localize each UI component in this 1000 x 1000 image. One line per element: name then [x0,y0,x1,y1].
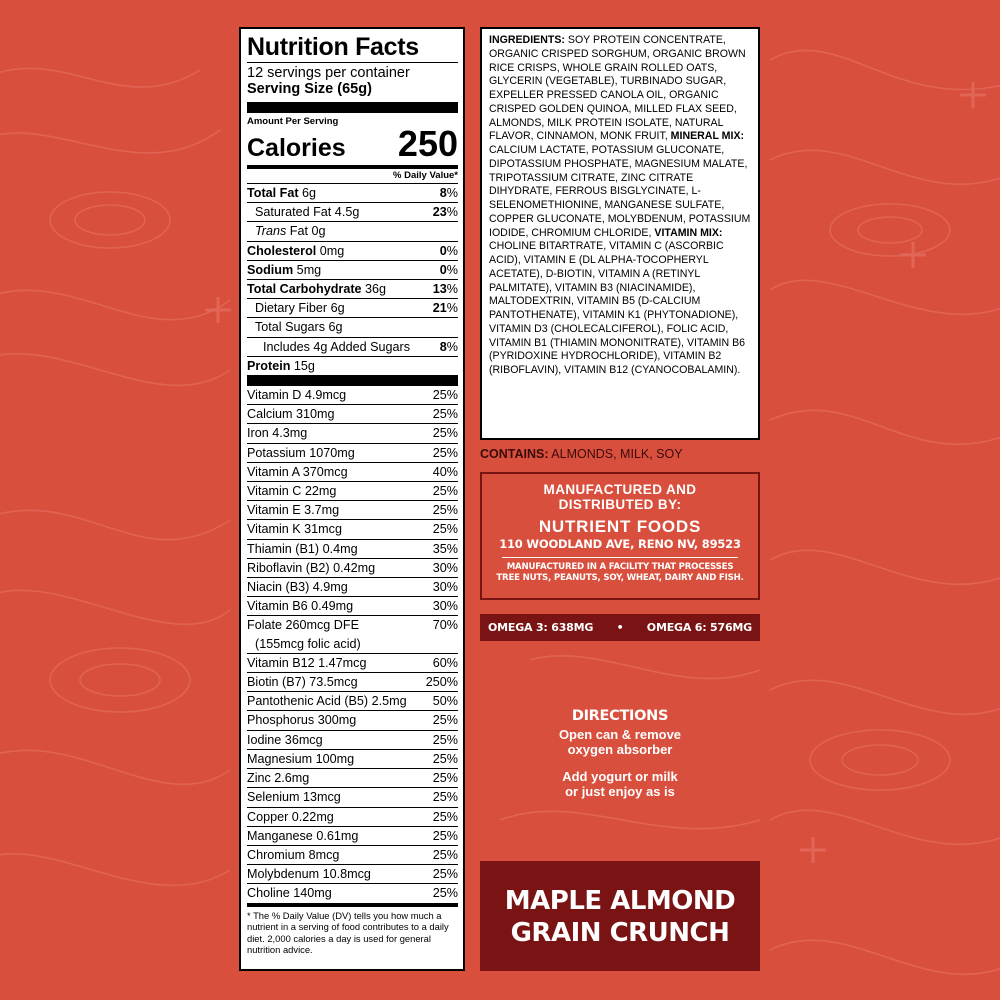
product-title-box [480,861,760,971]
allergen-statement [480,446,683,462]
vitamin-name-wrap [247,884,332,902]
nutrient-row [247,356,458,375]
nutrient-row [247,202,458,221]
nutrient-amount: 0mg [316,243,345,258]
daily-value-footnote: * The % Daily Value (DV) tells you how much a nutrient in a serving of food contributes to a daily diet. 2,000 calories a day is used for general nutrition advice. [247,909,449,956]
vitamin-name-wrap [247,692,407,710]
omega-bar [480,614,760,641]
nutrient-dv-value: 21 [432,301,447,316]
nutrient-label: Sodium [247,262,294,277]
vitamin-name-wrap [247,654,366,672]
vitamin-name: Vitamin B6 0.49mg [247,599,354,614]
vitamin-dv: 25% [432,407,458,422]
vitamin-row [247,807,458,826]
vitamin-dv: 25% [432,751,458,766]
vitamin-row [247,615,458,652]
vitamin-name: Selenium 13mcg [247,790,341,805]
vitamin-name: Niacin (B3) 4.9mg [247,580,348,595]
vitamin-name: Folate 260mcg DFE [247,618,359,633]
nutrient-label: Protein [247,358,291,373]
vitamin-name-wrap [247,540,358,558]
nutrient-name [247,203,359,221]
vitamin-dv: 25% [432,503,458,518]
vitamin-row [247,596,458,615]
nutrient-row [247,241,458,260]
vitamin-name: Vitamin E 3.7mg [247,503,340,518]
nutrient-label: Fat [286,224,308,239]
nutrient-label: Total Fat [247,186,299,200]
vitamin-row [247,577,458,596]
direction-step-1-line-2: oxygen absorber [567,742,673,757]
manufacturer-box [480,472,760,600]
vitamin-row [247,500,458,519]
vitamin-row [247,768,458,787]
vitamin-row [247,404,458,423]
vitamin-row [247,481,458,500]
nutrient-row [247,260,458,279]
vitamin-row [247,787,458,806]
vitamin-row [247,539,458,558]
vitamin-dv: 40% [432,464,458,479]
nutrient-name [247,280,386,298]
vitamin-name-wrap [247,578,348,596]
vitamin-row [247,691,458,710]
vitamin-dv: 25% [432,732,458,747]
vitamin-row [247,519,458,538]
nutrition-facts-title: Nutrition Facts [247,33,419,61]
vitamin-name-wrap [247,424,307,442]
vitamin-dv: 30% [432,599,458,614]
vitamin-dv: 30% [432,560,458,575]
vitamin-name: Zinc 2.6mg [247,771,310,786]
vitamin-row [247,462,458,481]
vitamin-name: Phosphorus 300mg [247,713,357,728]
vitamin-mix-text: CHOLINE BITARTRATE, VITAMIN C (ASCORBIC ACID), VITAMIN E (DL ALPHA-TOCOPHERYL ACETATE), D-BIOTIN, VITAMIN A (RETINYL PALMITATE), VITAMIN B3 (NIACINAMIDE), MALTODEXTRIN, VITAMIN B5 (D-CALCIUM PANTOTHENATE), VITAMIN K1 (PHYTONADIONE), VITAMIN D3 (CHOLECALCIFEROL), FOLIC ACID, VITAMIN B1 (THIAMIN MONONITRATE), VITAMIN B6 (PYRIDOXINE HYDROCHLORIDE), VITAMIN B2 (RIBOFLAVIN), VITAMIN B12 (CYANOCOBALAMIN). [489,240,746,376]
servings-per-container: 12 servings per container [247,65,410,81]
facility-note-2: TREE NUTS, PEANUTS, SOY, WHEAT, DAIRY AND FISH. [496,573,744,583]
nutrient-dv-value: 13 [432,282,447,297]
vitamin-name-wrap [247,597,353,615]
vitamin-dv: 25% [432,426,458,441]
vitamin-list [247,386,458,902]
vitamin-dv: 30% [432,580,458,595]
vitamin-name-wrap [247,846,339,864]
nutrition-facts-panel [239,27,465,971]
vitamin-name: Pantothenic Acid (B5) 2.5mg [247,694,407,709]
vitamin-dv: 25% [432,809,458,824]
vitamin-name: Molybdenum 10.8mcg [247,867,371,882]
vitamin-name-wrap [247,711,356,729]
vitamin-name-wrap [247,769,309,787]
nutrient-row [247,337,458,356]
vitamin-name-wrap [247,827,358,845]
nutrient-dv: 23% [432,205,458,220]
vitamin-dv: 25% [432,828,458,843]
vitamin-name: Vitamin D 4.9mcg [247,388,347,403]
vitamin-dv: 25% [432,445,458,460]
nutrient-dv: 13% [432,282,458,297]
vitamin-name-wrap [247,463,348,481]
vitamin-name-wrap [247,559,375,577]
vitamin-row [247,672,458,691]
nutrient-label: Dietary Fiber [255,301,328,316]
vitamin-name: Vitamin K 31mcg [247,522,342,537]
nutrient-name [247,184,316,202]
vitamin-name-wrap [247,808,334,826]
nutrient-name [247,261,321,279]
nutrient-name [247,299,345,317]
mineral-mix-text: CALCIUM LACTATE, POTASSIUM GLUCONATE, DIPOTASSIUM PHOSPHATE, MAGNESIUM MALATE, TRIPOTASSIUM CITRATE, ZINC CITRATE DIHYDRATE, FERROUS BISGLYCINATE, L-SELENOMETHIONINE, MANGANESE SULFATE, COPPER GLUCONATE, MOLYBDENUM, POTASSIUM IODIDE, CHROMIUM CHLORIDE, [489,144,751,239]
amount-per-serving: Amount Per Serving [247,116,339,127]
vitamin-name: Potassium 1070mg [247,445,355,460]
nutrient-label: Saturated Fat [255,205,332,220]
product-name-line-1: MAPLE ALMOND [504,886,736,916]
nutrient-name [247,357,315,375]
vitamin-name-wrap [247,405,335,423]
direction-step-2-line-1: Add yogurt or milk [562,769,678,784]
nutrient-amount: 4.5g [331,205,360,220]
nutrient-dv-value: 8 [439,339,447,354]
direction-step-1-line-1: Open can & remove [558,727,682,742]
facility-note-1: MANUFACTURED IN A FACILITY THAT PROCESSES [506,562,734,572]
vitamin-row [247,730,458,749]
nutrient-dv: 8% [439,186,458,200]
vitamin-row [247,864,458,883]
nutrient-label: Includes 4g Added Sugars [263,339,411,354]
nutrient-dv-value: 0 [439,262,447,277]
nutrient-dv: 0% [439,262,458,277]
vitamin-name-wrap [247,788,341,806]
contains-text: ALMONDS, MILK, SOY [548,447,683,461]
vitamin-name: Thiamin (B1) 0.4mg [247,541,358,556]
vitamin-name-detail: (155mcg folic acid) [255,636,361,651]
nutrient-name [247,338,410,356]
vitamin-row [247,558,458,577]
omega-6-value: OMEGA 6: 576MG [646,621,752,634]
nutrient-dv: 0% [439,243,458,258]
nutrient-amount: 36g [361,282,387,297]
vitamin-row [247,423,458,442]
directions-section [480,705,760,799]
nutrient-dv-value: 0 [439,243,447,258]
vitamin-dv: 25% [432,847,458,862]
nutrient-label: Total Sugars [255,320,326,335]
vitamin-row [247,443,458,462]
ingredients-text: SOY PROTEIN CONCENTRATE, ORGANIC CRISPED SORGHUM, ORGANIC BROWN RICE CRISPS, WHOLE GRAIN ROLLED OATS, GLYCERIN (VEGETABLE), TURBINADO SUGAR, EXPELLER PRESSED CANOLA OIL, ORGANIC CRISPED GOLDEN QUINOA, MILLED FLAX SEED, ALMONDS, MILK PROTEIN ISOLATE, NATURAL FLAVOR, CINNAMON, MONK FRUIT, [489,34,746,143]
vitamin-name: Magnesium 100mg [247,751,355,766]
nutrient-dv: 8% [439,339,458,354]
vitamin-name: Copper 0.22mg [247,809,334,824]
vitamin-row [247,386,458,404]
brand-name: NUTRIENT FOODS [538,517,702,536]
ingredients-panel [480,27,760,440]
calories-row [247,123,458,165]
vitamin-dv: 60% [432,655,458,670]
vitamin-name-wrap [247,520,342,538]
vitamin-dv: 70% [432,618,458,633]
nutrient-row [247,183,458,202]
manufacturer-heading-1: MANUFACTURED AND [543,482,697,497]
nutrient-amount: 0g [307,224,326,239]
nutrient-amount: 6g [298,186,317,200]
nutrient-row [247,298,458,317]
vitamin-name: Biotin (B7) 73.5mcg [247,675,358,690]
vitamin-row [247,826,458,845]
nutrient-label-italic: Trans [255,224,287,239]
nutrient-list [247,183,458,375]
vitamin-name-wrap [247,386,346,404]
daily-value-header: % Daily Value* [393,170,458,181]
nutrient-name [247,222,325,240]
contains-label: CONTAINS: [480,447,549,461]
vitamin-name: Manganese 0.61mg [247,828,359,843]
nutrient-amount: 5mg [293,262,322,277]
calories-value: 250 [397,123,458,164]
direction-step-2-line-2: or just enjoy as is [565,784,675,799]
nutrient-name [247,242,344,260]
vitamin-dv: 25% [432,713,458,728]
vitamin-row [247,845,458,864]
vitamin-dv: 25% [432,790,458,805]
vitamin-name: Vitamin A 370mcg [247,464,348,479]
mineral-mix-label: MINERAL MIX: [670,130,745,143]
vitamin-name: Vitamin C 22mg [247,484,337,499]
calories-label: Calories [247,134,346,162]
vitamin-row [247,883,458,902]
nutrient-amount: 15g [290,358,315,373]
vitamin-dv: 25% [432,522,458,537]
vitamin-name-wrap [247,482,336,500]
nutrient-row [247,221,458,240]
vitamin-name-wrap [247,750,354,768]
vitamin-name-wrap [247,731,323,749]
manufacturer-address: 110 WOODLAND AVE, RENO NV, 89523 [499,537,741,551]
vitamin-dv: 25% [432,484,458,499]
nutrient-label: Total Carbohydrate [247,282,362,297]
vitamin-dv: 35% [432,541,458,556]
vitamin-name-wrap [247,616,361,652]
nutrient-label: Cholesterol [247,243,317,258]
vitamin-dv: 25% [432,388,458,403]
nutrient-dv: 21% [432,301,458,316]
manufacturer-heading-2: DISTRIBUTED BY: [558,497,682,512]
vitamin-name-wrap [247,673,358,691]
vitamin-name: Iron 4.3mg [247,426,308,441]
vitamin-name: Iodine 36mcg [247,732,323,747]
nutrient-amount: 6g [325,320,343,335]
vitamin-row [247,749,458,768]
vitamin-row [247,710,458,729]
vitamin-name: Riboflavin (B2) 0.42mg [247,560,376,575]
nutrient-amount: 6g [327,301,345,316]
vitamin-row [247,653,458,672]
product-name-line-2: GRAIN CRUNCH [510,918,730,948]
directions-title: DIRECTIONS [571,708,669,724]
nutrient-dv-value: 23 [432,205,447,220]
vitamin-name-wrap [247,501,339,519]
vitamin-name: Calcium 310mg [247,407,335,422]
vitamin-dv: 250% [425,675,458,690]
vitamin-dv: 25% [432,886,458,901]
nutrient-row [247,317,458,336]
vitamin-dv: 25% [432,771,458,786]
omega-3-value: OMEGA 3: 638MG [488,621,594,634]
nutrient-name [247,318,343,336]
vitamin-name-wrap [247,865,371,883]
nutrient-dv-value: 8 [439,186,447,200]
serving-size: Serving Size (65g) [247,81,372,97]
nutrient-row [247,279,458,298]
omega-separator: • [616,621,624,634]
ingredients-label: INGREDIENTS: [489,34,565,46]
vitamin-name: Vitamin B12 1.47mcg [247,655,367,670]
vitamin-mix-label: VITAMIN MIX: [654,226,723,239]
vitamin-dv: 25% [432,867,458,882]
vitamin-name: Chromium 8mcg [247,847,340,862]
vitamin-dv: 50% [432,694,458,709]
vitamin-name: Choline 140mg [247,886,332,901]
vitamin-name-wrap [247,444,355,462]
